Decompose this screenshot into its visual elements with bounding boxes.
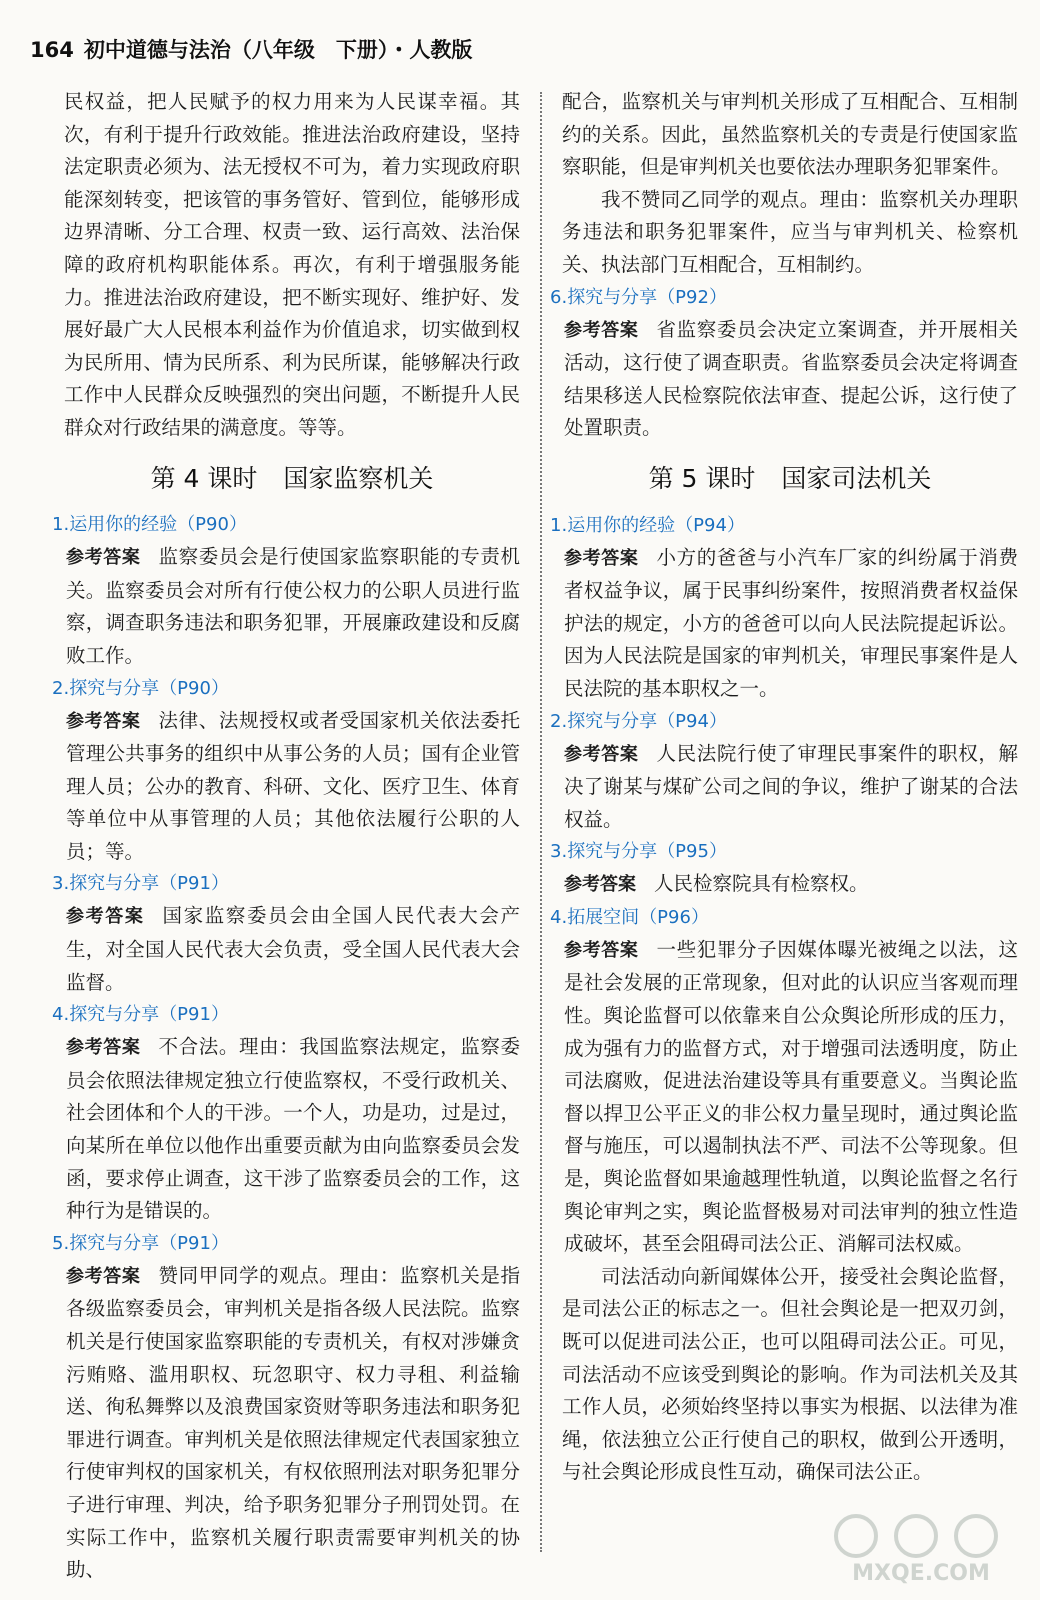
- lesson-number: 第 5 课时: [648, 463, 756, 493]
- answer-text: 法律、法规授权或者受国家机关依法委托管理公共事务的组织中从事公务的人员；国有企业管理人员；公办的教育、科研、文化、医疗卫生、体育等单位中从事管理的人员；其他依法履行公职的人员；等。: [66, 708, 520, 863]
- lesson-name: 国家监察机关: [283, 463, 434, 493]
- answer-text: 赞同甲同学的观点。理由：监察机关是指各级监察委员会，审判机关是指各级人民法院。监察机关是行使国家监察职能的专责机关，有权对涉嫌贪污贿赂、滥用职权、玩忽职守、权力寻租、利益输送、徇私舞弊以及浪费国家资财等职务违法和职务犯罪进行调查。审判机关是依照法律规定代表国家独立行使审判权的国家机关，有权依照刑法对职务犯罪分子进行审理、判决，给予职务犯罪分子刑罚处罚。在实际工作中，监察机关履行职责需要审判机关的协助、: [66, 1263, 520, 1582]
- lesson-number: 第 4 课时: [150, 463, 258, 493]
- question-title: 探究与分享: [567, 710, 658, 732]
- answer-text: 省监察委员会决定立案调查，并开展相关活动，这行使了调查职责。省监察委员会决定将调查结果移送人民检察院依法审查、提起公诉，这行使了处置职责。: [564, 317, 1018, 440]
- question-number: 3.: [550, 841, 568, 863]
- question-heading: [550, 282, 1018, 314]
- lesson-4-title: [64, 463, 520, 496]
- watermark-text: MXQE.COM: [852, 1561, 990, 1586]
- lesson-name: 国家司法机关: [781, 463, 932, 493]
- answer-label: 参考答案: [564, 874, 636, 896]
- page-number: 164: [30, 38, 74, 62]
- question-title: 运用你的经验: [69, 514, 178, 536]
- intro-paragraph: 民权益，把人民赋予的权力用来为人民谋幸福。其次，有利于提升行政效能。推进法治政府建设，坚持法定职责必须为、法无授权不可为，着力实现政府职能深刻转变，把该管的事务管好、管到位，能够形成边界清晰、分工合理、权责一致、运行高效、法治保障的政府机构职能体系。再次，有利于增强服务能力。推进法治政府建设，把不断实现好、维护好、发展好最广大人民根本利益作为价值追求，切实做到权为民所用、情为民所系、利为民所谋，能够解决行政工作中人民群众反映强烈的突出问题，不断提升人民群众对行政结果的满意度。等等。: [64, 90, 520, 439]
- question-title: 探究与分享: [69, 677, 160, 699]
- question-number: 6.: [550, 286, 568, 308]
- question-block: [52, 1228, 520, 1587]
- question-block: [52, 673, 520, 869]
- answer-label: 参考答案: [564, 743, 639, 765]
- question-heading: [550, 510, 1018, 542]
- question-page-ref: （P94）: [675, 514, 745, 536]
- answer-text: 国家监察委员会由全国人民代表大会产生，对全国人民代表大会负责，受全国人民代表大会监督。: [66, 904, 520, 994]
- question-title: 探究与分享: [69, 1232, 160, 1254]
- answer-text: 小方的爸爸与小汽车厂家的纠纷属于消费者权益争议，属于民事纠纷案件，按照消费者权益保护法的规定，小方的爸爸可以向人民法院提起诉讼。因为人民法院是国家的审判机关，审理民事案件是人民法院的基本职权之一。: [564, 545, 1018, 700]
- question-heading: [52, 1228, 520, 1260]
- question-title: 探究与分享: [567, 286, 658, 308]
- answer-text: 一些犯罪分子因媒体曝光被绳之以法，这是社会发展的正常现象，但对此的认识应当客观而理性。舆论监督可以依靠来自公众舆论所形成的压力，成为强有力的监督方式，对于增强司法透明度，防止司法腐败，促进法治建设等具有重要意义。当舆论监督以捍卫公平正义的非公权力量呈现时，通过舆论监督与施压，可以遏制执法不严、司法不公等现象。但是，舆论监督如果逾越理性轨道，以舆论监督之名行舆论审判之实，舆论监督极易对司法审判的独立性造成破坏，甚至会阻碍司法公正、消解司法权威。: [564, 937, 1018, 1256]
- question-heading: [52, 673, 520, 705]
- answer-label: 参考答案: [66, 547, 141, 569]
- answer-label: 参考答案: [66, 1265, 141, 1287]
- page-header: [30, 34, 472, 64]
- question-block: [52, 999, 520, 1228]
- column-divider: [540, 92, 542, 1552]
- closing-paragraph: 司法活动向新闻媒体公开，接受社会舆论监督，是司法公正的标志之一。但社会舆论是一把双刃剑，既可以促进司法公正，也可以阻碍司法公正。可见，司法活动不应该受到舆论的影响。作为司法机关及其工作人员，必须始终坚持以事实为根据、以法律为准绳，依法独立公正行使自己的职权，做到公开透明，与社会舆论形成良性互动，确保司法公正。: [562, 1264, 1018, 1484]
- question-block: [550, 706, 1018, 837]
- question-heading: [52, 999, 520, 1031]
- left-column: [52, 86, 520, 1587]
- answer-text: 监察委员会是行使国家监察职能的专责机关。监察委员会对所有行使公权力的公职人员进行监察，调查职务违法和职务犯罪，开展廉政建设和反腐败工作。: [66, 545, 520, 667]
- lesson-5-title: [562, 463, 1018, 496]
- question-block: [52, 509, 520, 672]
- question-page-ref: （P95）: [657, 841, 727, 863]
- question-title: 运用你的经验: [567, 514, 676, 536]
- book-title: 初中道德与法治（八年级 下册）・人教版: [83, 38, 473, 62]
- question-number: 4.: [550, 906, 568, 928]
- question-heading: [550, 902, 1018, 934]
- right-column: [550, 86, 1018, 1489]
- question-page-ref: （P91）: [159, 873, 229, 895]
- answer-text: 人民法院行使了审理民事案件的职权，解决了谢某与煤矿公司之间的争议，维护了谢某的合法权益。: [564, 741, 1018, 831]
- continued-paragraph: 配合，监察机关与审判机关形成了互相配合、互相制约的关系。因此，虽然监察机关的专责是行使国家监察职能，但是审判机关也要依法办理职务犯罪案件。: [562, 90, 1018, 179]
- question-block: [550, 282, 1018, 445]
- answer-label: 参考答案: [564, 939, 639, 961]
- answer-text: 不合法。理由：我国监察法规定，监察委员会依照法律规定独立行使监察权，不受行政机关、社会团体和个人的干涉。一个人，功是功，过是过，向某所在单位以他作出重要贡献为由向监察委员会发函，要求停止调查，这干涉了监察委员会的工作，这种行为是错误的。: [66, 1035, 520, 1223]
- question-page-ref: （P94）: [657, 710, 727, 732]
- watermark-logo: [816, 1506, 1026, 1586]
- answer-label: 参考答案: [66, 906, 145, 928]
- question-page-ref: （P91）: [159, 1004, 229, 1026]
- question-page-ref: （P90）: [159, 677, 229, 699]
- question-title: 探究与分享: [567, 841, 658, 863]
- question-number: 3.: [52, 873, 70, 895]
- question-block: [52, 868, 520, 999]
- answer-label: 参考答案: [564, 319, 639, 341]
- question-number: 4.: [52, 1004, 70, 1026]
- question-heading: [550, 706, 1018, 738]
- answer-text: 人民检察院具有检察权。: [654, 872, 869, 896]
- question-number: 2.: [52, 677, 70, 699]
- answer-label: 参考答案: [66, 1037, 141, 1059]
- answer-label: 参考答案: [564, 547, 639, 569]
- question-page-ref: （P96）: [639, 906, 709, 928]
- paragraph: 我不赞同乙同学的观点。理由：监察机关办理职务违法和职务犯罪案件，应当与审判机关、检察机关、执法部门互相配合，互相制约。: [562, 187, 1018, 276]
- question-block: [550, 510, 1018, 706]
- question-page-ref: （P90）: [177, 514, 247, 536]
- question-title: 拓展空间: [567, 906, 640, 928]
- question-number: 1.: [550, 514, 568, 536]
- answer-label: 参考答案: [66, 710, 141, 732]
- question-page-ref: （P92）: [657, 286, 727, 308]
- question-number: 5.: [52, 1232, 70, 1254]
- question-title: 探究与分享: [69, 873, 160, 895]
- question-title: 探究与分享: [69, 1004, 160, 1026]
- question-heading: [52, 868, 520, 900]
- question-number: 1.: [52, 514, 70, 536]
- question-number: 2.: [550, 710, 568, 732]
- question-block: [550, 902, 1018, 1261]
- question-heading: [550, 836, 1018, 868]
- question-heading: [52, 509, 520, 541]
- question-block: [550, 836, 1018, 902]
- question-page-ref: （P91）: [159, 1232, 229, 1254]
